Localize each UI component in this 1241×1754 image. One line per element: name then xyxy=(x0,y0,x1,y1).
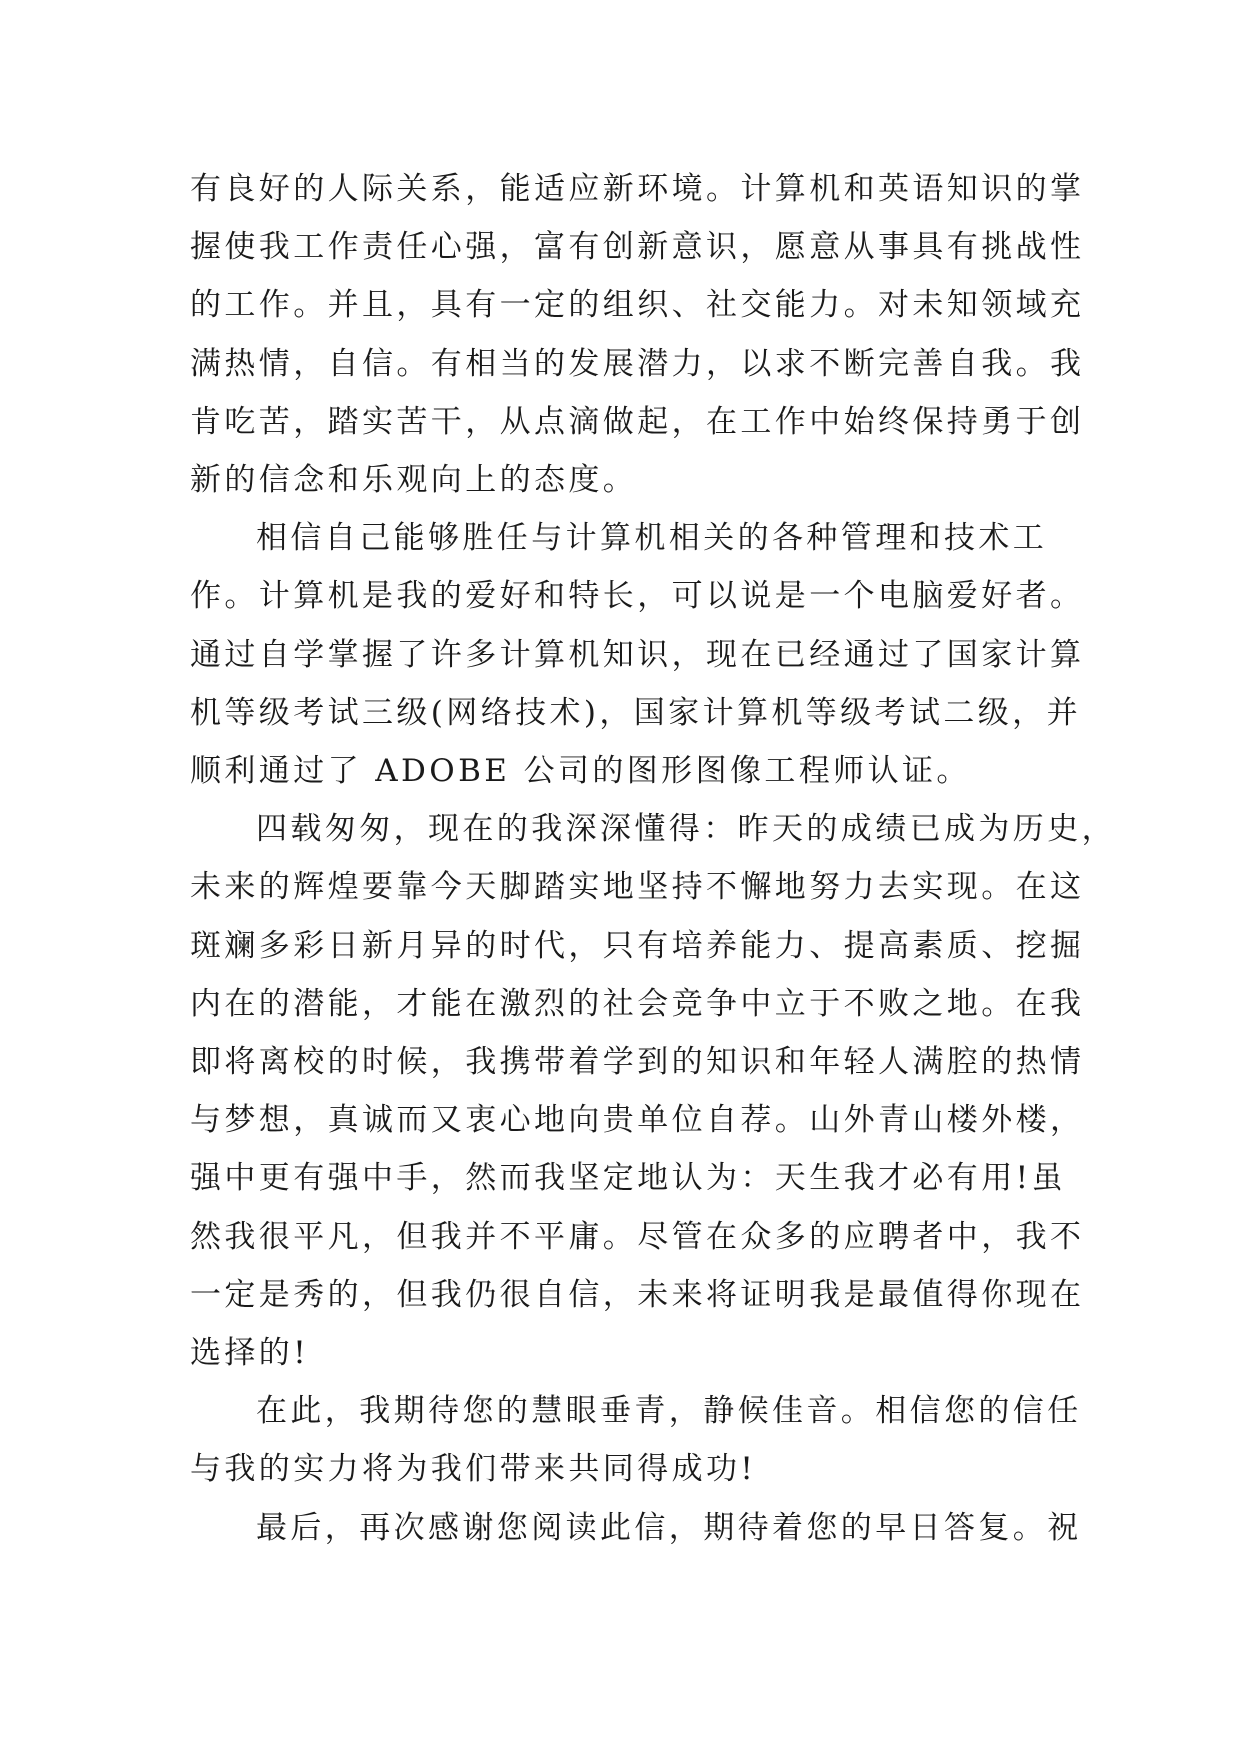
letter-body xyxy=(190,160,1116,1557)
paragraph-2 xyxy=(190,509,1085,800)
text-line: 作。计算机是我的爱好和特长，可以说是一个电脑爱好者。 xyxy=(190,578,1085,615)
text-line: 相信自己能够胜任与计算机相关的各种管理和技术工 xyxy=(256,520,1048,557)
text-line: 强中更有强中手，然而我坚定地认为：天生我才必有用!虽 xyxy=(190,1160,1066,1197)
text-line: 有良好的人际关系，能适应新环境。计算机和英语知识的掌 xyxy=(190,171,1085,207)
text-line: 内在的潜能，才能在激烈的社会竞争中立于不败之地。在我 xyxy=(190,985,1085,1022)
text-line: 选择的! xyxy=(190,1335,310,1372)
paragraph-1 xyxy=(190,160,1085,509)
paragraph-5 xyxy=(190,1499,1082,1557)
text-line: 最后，再次感谢您阅读此信，期待着您的早日答复。祝 xyxy=(256,1509,1082,1546)
text-line: 满热情，自信。有相当的发展潜力，以求不断完善自我。我 xyxy=(190,345,1085,382)
text-line: 然我很平凡，但我并不平庸。尽管在众多的应聘者中，我不 xyxy=(190,1218,1085,1255)
text-line: 通过自学掌握了许多计算机知识，现在已经通过了国家计算 xyxy=(190,636,1085,673)
text-line: 未来的辉煌要靠今天脚踏实地坚持不懈地努力去实现。在这 xyxy=(190,869,1085,906)
text-line: 新的信念和乐观向上的态度。 xyxy=(190,462,638,499)
text-line: 机等级考试三级(网络技术)，国家计算机等级考试二级，并 xyxy=(190,694,1081,731)
text-line: 斑斓多彩日新月异的时代，只有培养能力、提高素质、挖掘 xyxy=(190,927,1085,964)
text-line: 的工作。并且，具有一定的组织、社交能力。对未知领域充 xyxy=(190,287,1085,324)
text-line: 顺利通过了 ADOBE 公司的图形图像工程师认证。 xyxy=(190,753,971,790)
text-line: 在此，我期待您的慧眼垂青，静候佳音。相信您的信任 xyxy=(256,1393,1082,1430)
text-line: 握使我工作责任心强，富有创新意识，愿意从事具有挑战性 xyxy=(190,229,1085,266)
text-line: 与梦想，真诚而又衷心地向贵单位自荐。山外青山楼外楼， xyxy=(190,1102,1085,1139)
paragraph-4 xyxy=(190,1382,1082,1498)
text-line: 与我的实力将为我们带来共同得成功! xyxy=(190,1451,757,1488)
text-line: 即将离校的时候，我携带着学到的知识和年轻人满腔的热情 xyxy=(190,1044,1085,1081)
paragraph-3 xyxy=(190,800,1116,1382)
text-line: 四载匆匆，现在的我深深懂得：昨天的成绩已成为历史， xyxy=(256,811,1116,848)
text-line: 肯吃苦，踏实苦干，从点滴做起，在工作中始终保持勇于创 xyxy=(190,403,1085,440)
text-line: 一定是秀的，但我仍很自信，未来将证明我是最值得你现在 xyxy=(190,1276,1085,1313)
